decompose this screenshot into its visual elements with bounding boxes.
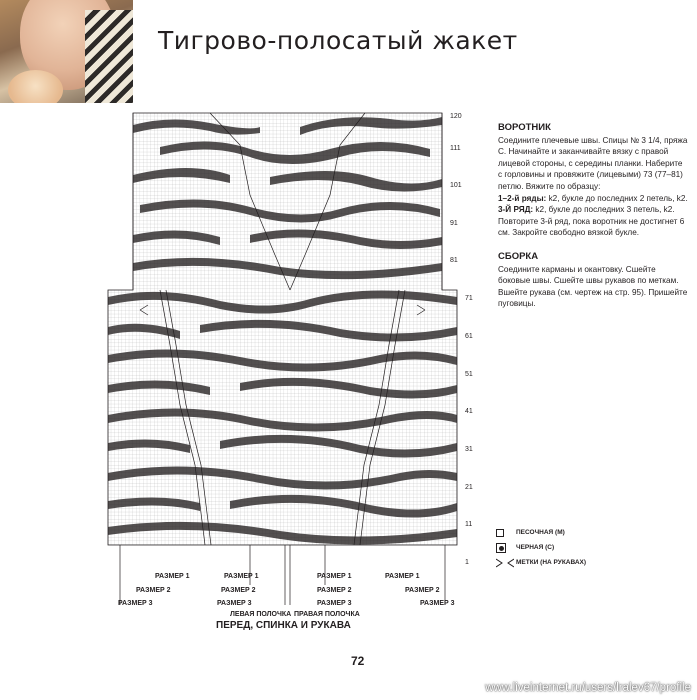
row-label: 3-Й РЯД: bbox=[498, 205, 534, 215]
row-text: k2, букле до последних 3 петель, k2. Повторите 3-й ряд, пока воротник не достигнет 6 см. Закройте свободно вязкой букле. bbox=[498, 205, 685, 238]
row-label: 1–2-й ряды: bbox=[498, 193, 547, 203]
row-number: 101 bbox=[450, 182, 462, 189]
dot-square-icon bbox=[496, 543, 506, 553]
size-label: РАЗМЕР 3 bbox=[420, 600, 455, 607]
instructions bbox=[498, 122, 688, 310]
size-label: РАЗМЕР 1 bbox=[224, 573, 259, 580]
row-number: 91 bbox=[450, 220, 458, 227]
collar-text: Соедините плечевые швы. Спицы № 3 1/4, пряжа С. Начинайте и заканчивайте вязку с правой лицевой стороны, с середины планки. Наберите с горловины и провяжите (лицевыми) 73 (77–81) петлю. Вяжите по образцу: bbox=[498, 135, 688, 191]
row-number: 1 bbox=[465, 559, 469, 566]
row-text: k2, букле до последних 2 петель, k2. bbox=[546, 193, 688, 203]
row-number: 11 bbox=[465, 521, 473, 528]
row-number: 71 bbox=[465, 295, 473, 302]
row-number: 111 bbox=[450, 145, 461, 152]
knitting-chart bbox=[100, 105, 480, 620]
size-label: РАЗМЕР 2 bbox=[317, 587, 352, 594]
row-number: 61 bbox=[465, 333, 473, 340]
assembly-heading: СБОРКА bbox=[498, 250, 539, 262]
collar-rows-1-2 bbox=[498, 193, 688, 205]
row-number: 41 bbox=[465, 408, 473, 415]
size-label: РАЗМЕР 2 bbox=[136, 587, 171, 594]
page-number: 72 bbox=[351, 654, 365, 668]
size-label: РАЗМЕР 2 bbox=[221, 587, 256, 594]
size-label: РАЗМЕР 1 bbox=[385, 573, 420, 580]
empty-square-icon bbox=[496, 529, 504, 537]
row-number: 51 bbox=[465, 371, 473, 378]
row-number: 31 bbox=[465, 446, 473, 453]
right-front-label: ПРАВАЯ ПОЛОЧКА bbox=[294, 611, 360, 618]
size-label: РАЗМЕР 1 bbox=[317, 573, 352, 580]
size-label: РАЗМЕР 3 bbox=[217, 600, 252, 607]
chart-caption: ПЕРЕД, СПИНКА И РУКАВА bbox=[216, 620, 351, 631]
child-photo bbox=[0, 0, 133, 103]
row-number: 120 bbox=[450, 113, 462, 120]
left-front-label: ЛЕВАЯ ПОЛОЧКА bbox=[230, 611, 292, 618]
collar-heading: ВОРОТНИК bbox=[498, 122, 551, 133]
row-number: 21 bbox=[465, 484, 473, 491]
collar-row-3 bbox=[498, 204, 688, 239]
watermark: www.liveinternet.ru/users/lralev67/profile bbox=[485, 682, 691, 694]
size-label: РАЗМЕР 2 bbox=[405, 587, 440, 594]
page-title: Тигрово-полосатый жакет bbox=[158, 26, 518, 55]
size-label: РАЗМЕР 1 bbox=[155, 573, 190, 580]
marker-arrows-icon bbox=[496, 558, 510, 568]
size-label: РАЗМЕР 3 bbox=[317, 600, 352, 607]
size-label: РАЗМЕР 3 bbox=[118, 600, 153, 607]
assembly-text: Соедините карманы и окантовку. Сшейте боковые швы. Сшейте швы рукавов по меткам. Вшейте рукава (см. чертеж на стр. 95). Пришейте пуговицы. bbox=[498, 264, 688, 309]
row-number: 81 bbox=[450, 257, 458, 264]
